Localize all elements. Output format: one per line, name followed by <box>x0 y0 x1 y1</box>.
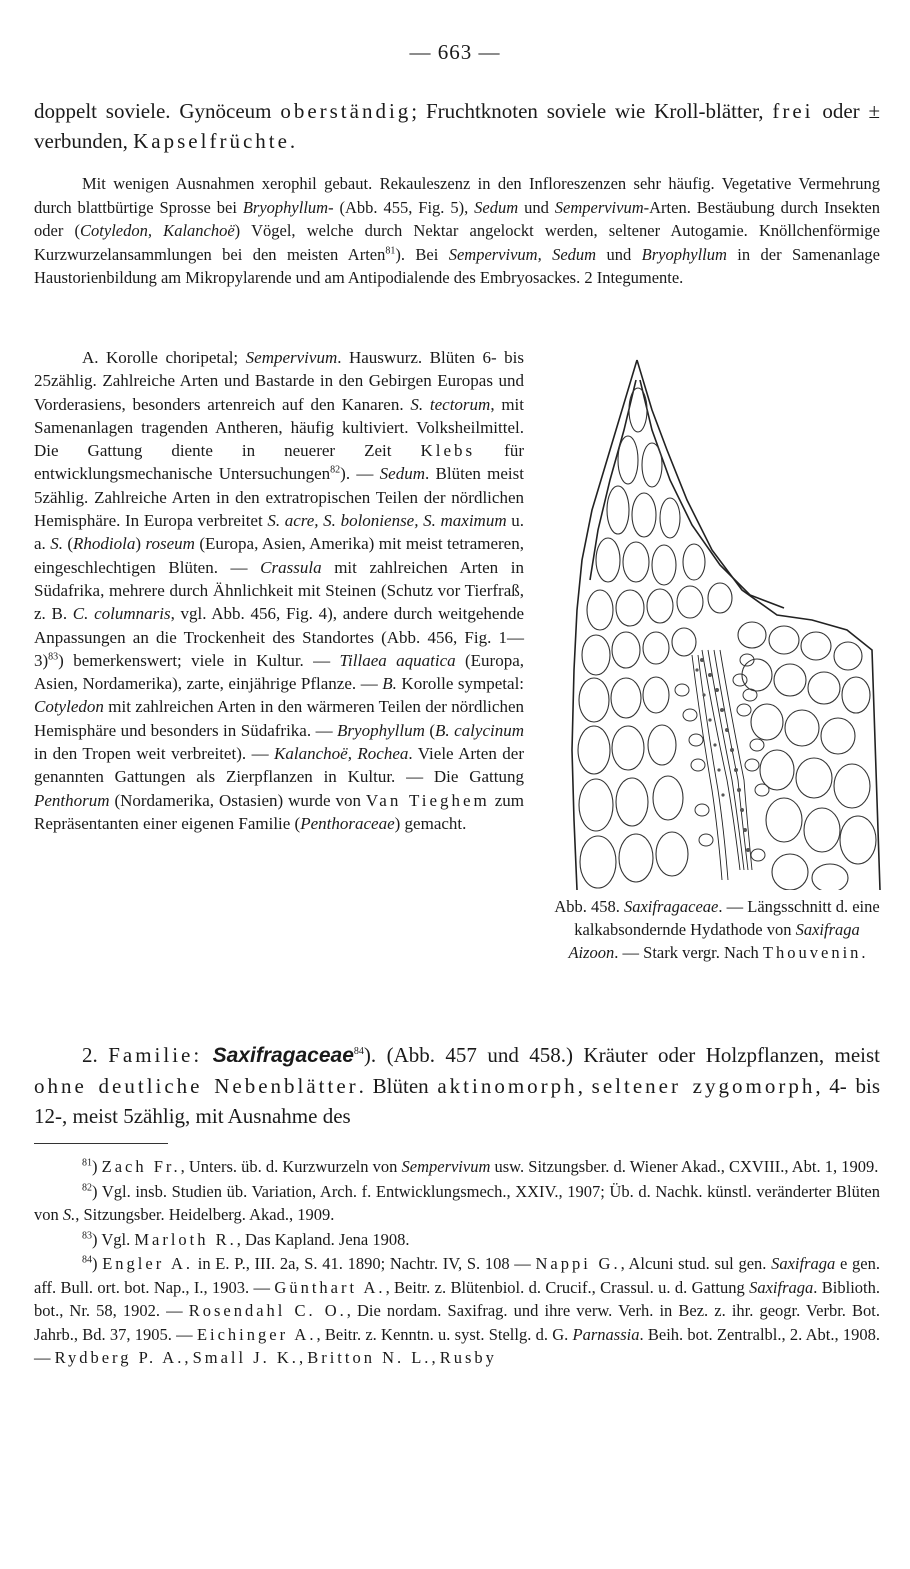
text-run: ( <box>62 534 74 554</box>
taxon-name: Rhodiola <box>73 534 136 554</box>
taxon-name: Kalanchoë, Rochea <box>274 744 409 764</box>
taxon-name: Sempervivum <box>554 197 644 217</box>
footnote-84 <box>34 1252 880 1370</box>
taxon-name: Crassula <box>260 557 322 577</box>
author-name: Britton N. L. <box>307 1348 432 1367</box>
author-name: Rosendahl C. O. <box>188 1301 347 1320</box>
text-run: . Blüten meist 5zählig. Zahlreiche Arten in den extratropischen Teilen der nördlichen Hemisphäre. In Europa verbreitet <box>34 464 524 531</box>
tracheid-strand <box>692 650 752 880</box>
taxon-name: Sedum <box>379 464 425 484</box>
footnote-81 <box>34 1155 880 1179</box>
family-name: Saxifragaceae <box>212 1044 354 1067</box>
text-run: , 4- bis 12-, meist 5zählig, mit Ausnahme des <box>34 1074 881 1128</box>
cell-section-drawing <box>552 350 882 890</box>
text-run: , Die nordam. Saxifrag. und ihre verw. Verh. in Bez. z. ihr. geogr. Verbr. Bot. Jahrb., Bd. 37, 1905. — <box>34 1301 880 1344</box>
footnote-83 <box>34 1228 880 1252</box>
taxon-name: Sempervivum <box>401 1157 491 1176</box>
footnote-ref: 82 <box>330 464 341 476</box>
text-run: in den Tropen weit verbreitet). — <box>34 744 275 764</box>
taxon-name: S. tectorum <box>410 394 491 414</box>
footnote-number: 83 <box>82 1230 92 1241</box>
footnote-number: 82 <box>82 1182 92 1193</box>
taxon-name: Penthoraceae <box>300 813 395 833</box>
taxon-name: Sempervivum <box>245 348 338 367</box>
text-run: ) bemerkenswert; viele in Kultur. — <box>58 650 340 670</box>
text-run: ) Vgl. <box>92 1229 135 1249</box>
taxon-name: Parnassia <box>572 1324 640 1344</box>
taxon-name: B. calycinum <box>435 720 524 740</box>
text-run: mit zahlreichen Arten in den wärmeren Teilen der nördlichen Hemisphäre und besonders in Südafrika. — <box>34 697 524 740</box>
text-run: usw. Sitzungsber. d. Wiener Akad., CXVIII., Abt. 1, 1909. <box>490 1157 879 1176</box>
taxon-name: S. acre, S. boloniense, S. maximum <box>267 511 507 531</box>
text-run: . Biblioth. bot., Nr. 58, 1902. — <box>34 1277 880 1320</box>
author-name: Rusby <box>439 1348 497 1367</box>
text-run: Abb. 458. <box>554 897 624 916</box>
text-run: , Sitzungsber. Heidelberg. Akad., 1909. <box>75 1205 335 1224</box>
epidermis-outline <box>637 360 880 890</box>
taxon-name: C. columnaris <box>72 604 171 624</box>
text-run: , Das Kapland. Jena 1908. <box>236 1229 410 1249</box>
text-run: Mit wenigen Ausnahmen xerophil gebaut. Rekauleszenz in den Infloreszenzen sehr häufig. Vegetative Vermehrung durch blattbürtige Sprosse bei <box>34 174 880 217</box>
author-name: Small J. K. <box>192 1348 299 1367</box>
author-name: Günthart A. <box>274 1277 386 1297</box>
emphasis-spaced: frei <box>772 99 814 123</box>
section-a-column <box>34 346 524 835</box>
text-run: ) gemacht. <box>394 813 467 833</box>
taxon-name: Sedum <box>474 197 519 217</box>
text-run: , vgl. Abb. 456, Fig. 4), andere durch weitgehende Anpassungen an die Trockenheit des Standortes (Abb. 456, Fig. 1—3) <box>34 604 525 670</box>
taxon-name: roseum <box>145 534 195 554</box>
text-run: -Arten. Bestäubung durch Insekten oder ( <box>34 197 880 240</box>
text-run: ) Vögel, welche durch Nektar angelockt werden, seltener Autogamie. Knöllchenförmige Kurzwurzelansammlungen bei den meisten Arten <box>34 221 880 264</box>
inner-outline <box>640 380 784 608</box>
text-run: ) Vgl. insb. Studien üb. Variation, Arch. f. Entwicklungsmech., XXIV., 1907; Üb. d. Nachk. künstl. veränderter Blüten von <box>34 1181 880 1224</box>
taxon-name: Tillaea aquatica <box>339 650 456 670</box>
text-run: . <box>861 943 866 962</box>
text-run: ). (Abb. 457 und 458.) Kräuter oder Holzpflanzen, meist <box>363 1043 881 1067</box>
author-name: Zach Fr. <box>101 1157 181 1176</box>
text-run: in E. P., III. 2a, S. 41. 1890; Nachtr. IV, S. 108 — <box>193 1254 536 1273</box>
text-run: (Europa, Asien, Nordamerika), zarte, einjährige Pflanze. — <box>34 650 524 694</box>
taxon-name: S. <box>50 534 63 554</box>
page-number: — 663 — <box>409 40 501 64</box>
text-run: ) <box>92 1157 102 1176</box>
author-name: Rydberg P. A. <box>54 1348 185 1367</box>
heading-label: Familie: <box>108 1043 203 1067</box>
text-run: ) <box>135 534 146 554</box>
taxon-name: Penthorum <box>34 790 110 810</box>
text-run: ). Bei <box>395 244 449 264</box>
emphasis-spaced: Kapselfrüchte <box>133 129 290 153</box>
footnote-ref: 81 <box>385 245 396 256</box>
text-run: , <box>184 1348 193 1367</box>
taxon-name: Bryophyllum <box>641 244 727 264</box>
text-run: . Viele Arten der genannten Gattungen als Zierpflanzen in Kultur. — Die Gattung <box>34 744 524 787</box>
footnote-number: 81 <box>82 1157 92 1169</box>
text-run: . Blüten <box>358 1074 438 1098</box>
text-run: und <box>596 244 642 264</box>
text-run: , Alcuni stud. sul gen. <box>620 1254 772 1273</box>
footnote-divider <box>34 1143 168 1144</box>
text-run: in der Samenanlage Haustorienbildung am Mikropylarende und am Antipodialende des Embryosackes. 2 Integumente. <box>34 244 880 287</box>
text-run: zum Repräsentanten einer eigenen Familie ( <box>34 790 524 833</box>
taxon-name: Cotyledon, Kalanchoë <box>80 221 235 240</box>
emphasis-spaced: oberständig <box>280 99 412 123</box>
author-name: Engler A. <box>102 1254 194 1273</box>
footnote-ref: 83 <box>48 651 59 663</box>
text-run: mit zahlreichen Arten in Südafrika, mehrere durch Ähnlichkeit mit Steinen (Schutz vor Tierfraß, z. B. <box>34 557 524 624</box>
taxon-name: Cotyledon <box>34 697 104 717</box>
text-run: oder ± verbunden, <box>34 99 880 153</box>
author-name: Nappi G. <box>535 1254 621 1273</box>
text-run: , Beitr. z. Blütenbiol. d. Crucif., Crassul. u. d. Gattung <box>385 1277 750 1297</box>
lead-paragraph <box>34 96 880 156</box>
taxon-name: Bryophyllum <box>337 720 425 740</box>
hydathode-illustration <box>552 350 882 890</box>
text-run: , <box>577 1074 592 1098</box>
text-run: . <box>289 129 296 153</box>
author-name: Klebs <box>420 441 476 461</box>
text-run: ) <box>92 1254 103 1273</box>
footnotes <box>34 1155 880 1371</box>
text-run: (Nordamerika, Ostasien) wurde von <box>109 790 366 810</box>
text-run: , Beitr. z. Kenntn. u. syst. Stellg. d. G. <box>316 1324 573 1344</box>
text-run: für entwicklungsmechanische Untersuchungen <box>34 441 524 484</box>
author-name: Eichinger A. <box>196 1324 317 1344</box>
footnote-number: 84 <box>82 1254 92 1266</box>
text-run: , mit Samenanlagen tragenden Antheren, häufig kultiviert. Volksheilmittel. Die Gattung diente in neuerer Zeit <box>34 394 524 461</box>
text-run: und <box>518 197 555 217</box>
section-letter: B. <box>382 674 397 694</box>
author-name: Van Tieghem <box>365 790 490 810</box>
text-run: A. Korolle choripetal; <box>82 348 246 367</box>
text-run: ). — <box>340 464 380 484</box>
text-run: 2. <box>82 1043 109 1067</box>
text-run: , <box>431 1348 440 1367</box>
taxon-name: Saxifraga <box>771 1254 836 1273</box>
text-run: u. a. <box>34 511 524 554</box>
author-name: Thouvenin <box>762 943 862 962</box>
text-run: ; Fruchtknoten soviele wie Kroll-blätter, <box>411 99 773 123</box>
epidermis-outline-left <box>572 360 637 890</box>
emphasis-spaced: aktinomorph <box>437 1074 578 1098</box>
taxon-name: S. <box>62 1205 76 1224</box>
figure-caption <box>552 895 882 964</box>
text-run: . Beih. bot. Zentralbl., 2. Abt., 1908. — <box>34 1324 880 1367</box>
text-run: Korolle sympetal: <box>396 674 525 694</box>
emphasis-spaced: ohne deutliche Nebenblätter <box>34 1074 359 1098</box>
footnote-ref: 84 <box>353 1046 364 1057</box>
text-run: e gen. aff. Bull. ort. bot. Nap., I., 1903. — <box>34 1254 880 1297</box>
text-run: (Abb. 455, Fig. 5), <box>333 197 475 217</box>
text-run <box>202 1043 212 1067</box>
taxon-name: Bryophyllum- <box>242 197 334 217</box>
text-run: (Europa, Asien, Amerika) mit meist tetrameren, eingeschlechtigen Blüten. — <box>34 534 524 577</box>
taxon-name: Sempervivum, Sedum <box>448 244 597 264</box>
author-name: Marloth R. <box>134 1229 237 1249</box>
text-run: doppelt soviele. Gynöceum <box>34 99 281 123</box>
text-run: . — Längsschnitt d. eine kalkabsondernde Hydathode von <box>574 897 880 939</box>
taxon-name: Saxifraga Aizoon <box>568 920 860 962</box>
intro-paragraph <box>34 172 880 290</box>
text-run: , Unters. üb. d. Kurzwurzeln von <box>180 1157 402 1176</box>
text-run: , <box>298 1348 308 1367</box>
emphasis-spaced: seltener zygomorph <box>591 1074 816 1098</box>
text-run: . — Stark vergr. Nach <box>614 943 763 962</box>
footnote-82 <box>34 1180 880 1227</box>
text-run: ( <box>424 720 436 740</box>
taxon-name: Saxifraga <box>749 1277 814 1297</box>
text-run: . Hauswurz. Blüten 6- bis 25zählig. Zahlreiche Arten und Bastarde in den Gebirgen Europas und Vorderasiens, besonders artenreich auf den Kanaren. <box>34 348 524 414</box>
family-paragraph <box>34 1040 880 1131</box>
taxon-name: Saxifragaceae <box>623 897 719 916</box>
